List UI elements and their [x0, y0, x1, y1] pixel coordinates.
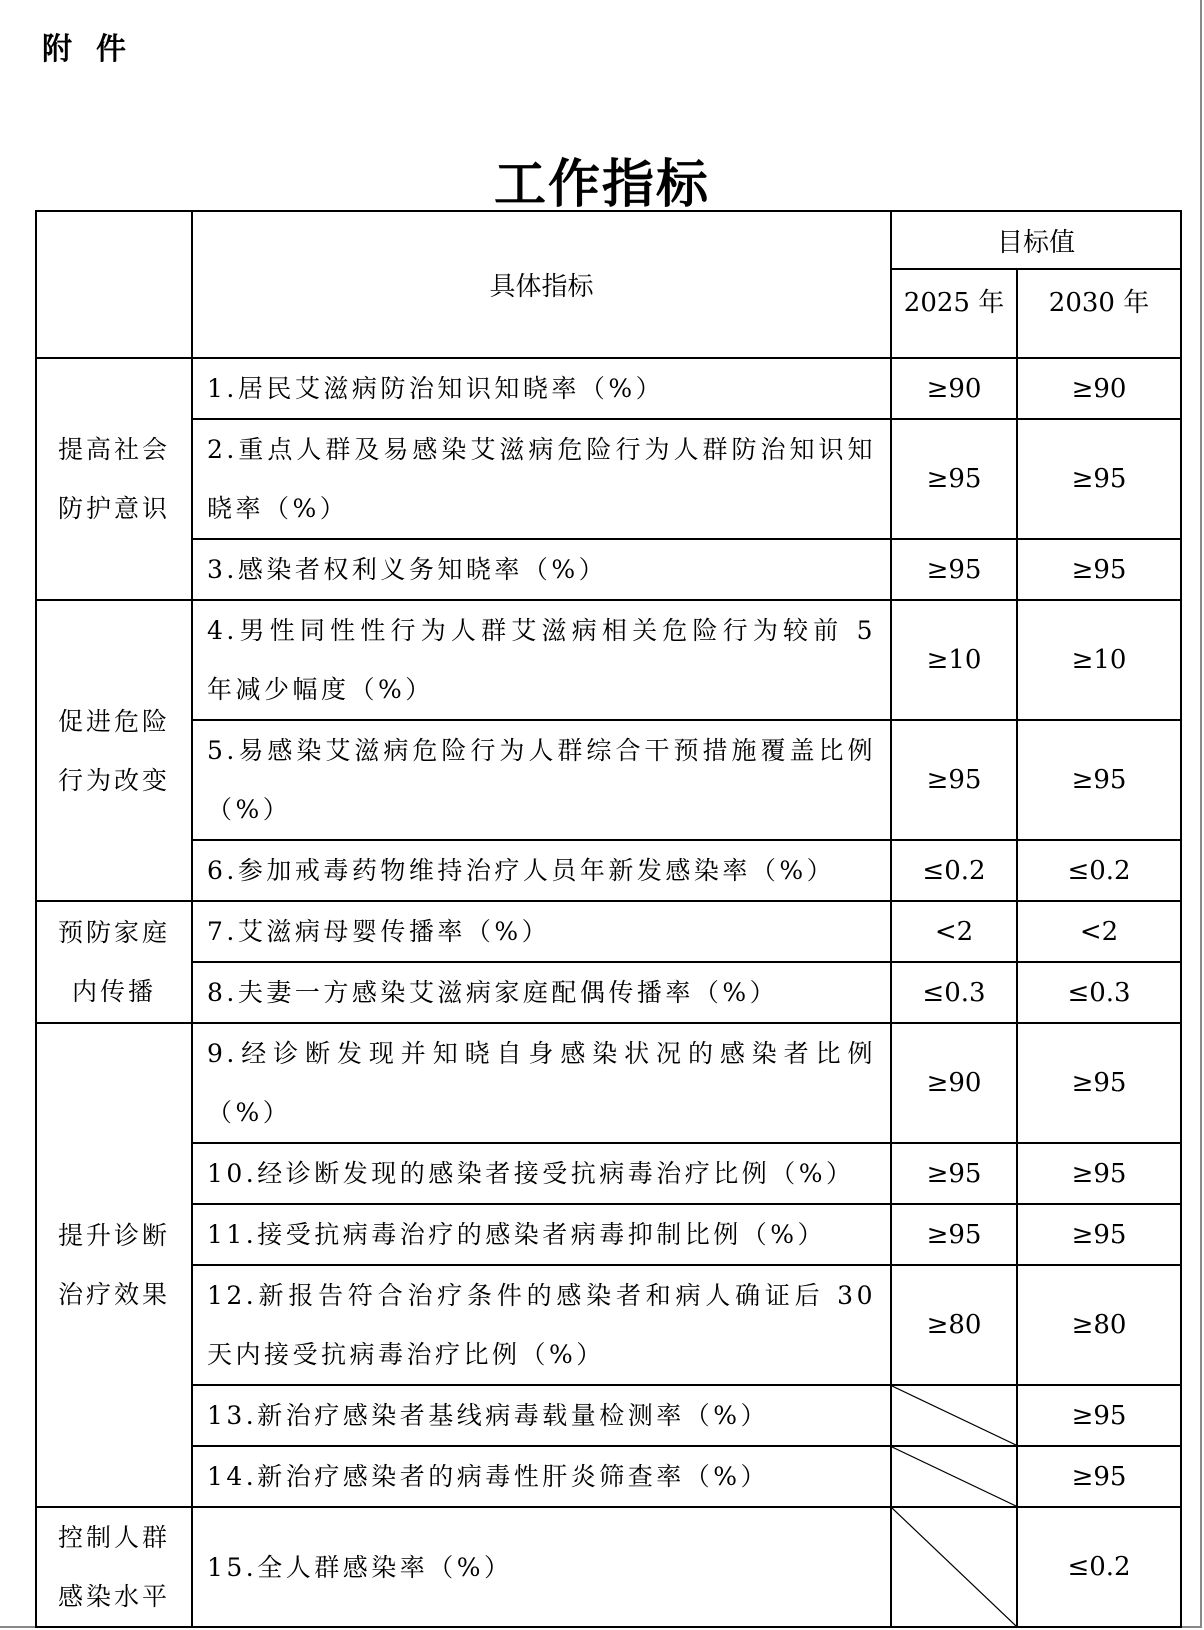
category-line: 感染水平: [57, 1582, 170, 1611]
page-title: 工作指标: [493, 155, 710, 215]
table-row: [36, 901, 1181, 962]
table-row: [36, 1446, 1181, 1507]
indicator-cell: 10.经诊断发现的感染者接受抗病毒治疗比例（%）: [192, 1143, 891, 1204]
value-2030: ≥95: [1017, 419, 1181, 539]
category-line: 提高社会: [57, 435, 170, 464]
indicator-cell: 3.感染者权利义务知晓率（%）: [192, 539, 891, 600]
value-2030: <2: [1017, 901, 1181, 962]
value-2025: ≥95: [891, 1143, 1017, 1204]
value-2030: ≥95: [1017, 1143, 1181, 1204]
header-blank: [36, 211, 192, 358]
category-line: 预防家庭: [57, 918, 170, 947]
table-row: [36, 720, 1181, 840]
indicator-cell: 12.新报告符合治疗条件的感染者和病人确证后 30 天内接受抗病毒治疗比例（%）: [192, 1265, 891, 1385]
indicator-cell: 5.易感染艾滋病危险行为人群综合干预措施覆盖比例（%）: [192, 720, 891, 840]
indicator-cell: 15.全人群感染率（%）: [192, 1507, 891, 1627]
indicator-cell: 9.经诊断发现并知晓自身感染状况的感染者比例（%）: [192, 1023, 891, 1143]
table-row: [36, 1023, 1181, 1143]
table-row: [36, 539, 1181, 600]
table-row: [36, 600, 1181, 720]
value-2030: ≥90: [1017, 358, 1181, 419]
category-line: 治疗效果: [57, 1280, 170, 1309]
table-row: [36, 1265, 1181, 1385]
value-2025: ≤0.2: [891, 840, 1017, 901]
table-row: [36, 840, 1181, 901]
value-2030: ≤0.2: [1017, 840, 1181, 901]
diagonal-slash: [892, 1386, 1016, 1445]
header-2025: 2025 年: [891, 269, 1017, 358]
value-2025: ≥95: [891, 539, 1017, 600]
value-2025: ≥90: [891, 1023, 1017, 1143]
table-row: [36, 358, 1181, 419]
category-line: 内传播: [71, 977, 156, 1006]
table-row: [36, 419, 1181, 539]
value-2030: ≤0.2: [1017, 1507, 1181, 1627]
category-cell: [36, 901, 192, 1023]
indicator-cell: 7.艾滋病母婴传播率（%）: [192, 901, 891, 962]
value-2030: ≥95: [1017, 1385, 1181, 1446]
indicator-table: [35, 210, 1182, 1628]
table-row: [36, 1204, 1181, 1265]
header-indicator: 具体指标: [192, 211, 891, 358]
indicator-cell: 14.新治疗感染者的病毒性肝炎筛查率（%）: [192, 1446, 891, 1507]
diagonal-slash: [892, 1508, 1016, 1626]
table-row: [36, 962, 1181, 1023]
value-2025: ≥10: [891, 600, 1017, 720]
diagonal-slash: [892, 1447, 1016, 1506]
value-2030: ≤0.3: [1017, 962, 1181, 1023]
indicator-cell: 6.参加戒毒药物维持治疗人员年新发感染率（%）: [192, 840, 891, 901]
category-cell: [36, 1507, 192, 1627]
value-2025: [891, 1446, 1017, 1507]
value-2030: ≥80: [1017, 1265, 1181, 1385]
category-line: 控制人群: [57, 1523, 170, 1552]
value-2025: [891, 1385, 1017, 1446]
table-row: [36, 1143, 1181, 1204]
value-2030: ≥10: [1017, 600, 1181, 720]
value-2030: ≥95: [1017, 1204, 1181, 1265]
value-2025: ≥95: [891, 419, 1017, 539]
header-2030: 2030 年: [1017, 269, 1181, 358]
value-2025: ≤0.3: [891, 962, 1017, 1023]
category-cell: [36, 600, 192, 901]
indicator-cell: 11.接受抗病毒治疗的感染者病毒抑制比例（%）: [192, 1204, 891, 1265]
category-cell: [36, 358, 192, 600]
value-2025: [891, 1507, 1017, 1627]
value-2030: ≥95: [1017, 720, 1181, 840]
category-cell: [36, 1023, 192, 1507]
category-line: 行为改变: [57, 765, 170, 795]
value-2030: ≥95: [1017, 1023, 1181, 1143]
value-2025: ≥90: [891, 358, 1017, 419]
indicator-cell: 1.居民艾滋病防治知识知晓率（%）: [192, 358, 891, 419]
value-2025: ≥80: [891, 1265, 1017, 1385]
indicator-cell: 13.新治疗感染者基线病毒载量检测率（%）: [192, 1385, 891, 1446]
category-line: 提升诊断: [57, 1221, 170, 1250]
value-2025: ≥95: [891, 1204, 1017, 1265]
value-2030: ≥95: [1017, 539, 1181, 600]
attachment-label: 附件: [42, 32, 150, 67]
table-row: [36, 1507, 1181, 1627]
indicator-cell: 8.夫妻一方感染艾滋病家庭配偶传播率（%）: [192, 962, 891, 1023]
category-line: 促进危险: [57, 706, 170, 736]
table-row: [36, 1385, 1181, 1446]
value-2030: ≥95: [1017, 1446, 1181, 1507]
category-line: 防护意识: [57, 494, 170, 523]
value-2025: ≥95: [891, 720, 1017, 840]
header-target: 目标值: [891, 211, 1181, 269]
indicator-cell: 2.重点人群及易感染艾滋病危险行为人群防治知识知晓率（%）: [192, 419, 891, 539]
value-2025: <2: [891, 901, 1017, 962]
indicator-cell: 4.男性同性性行为人群艾滋病相关危险行为较前 5 年减少幅度（%）: [192, 600, 891, 720]
